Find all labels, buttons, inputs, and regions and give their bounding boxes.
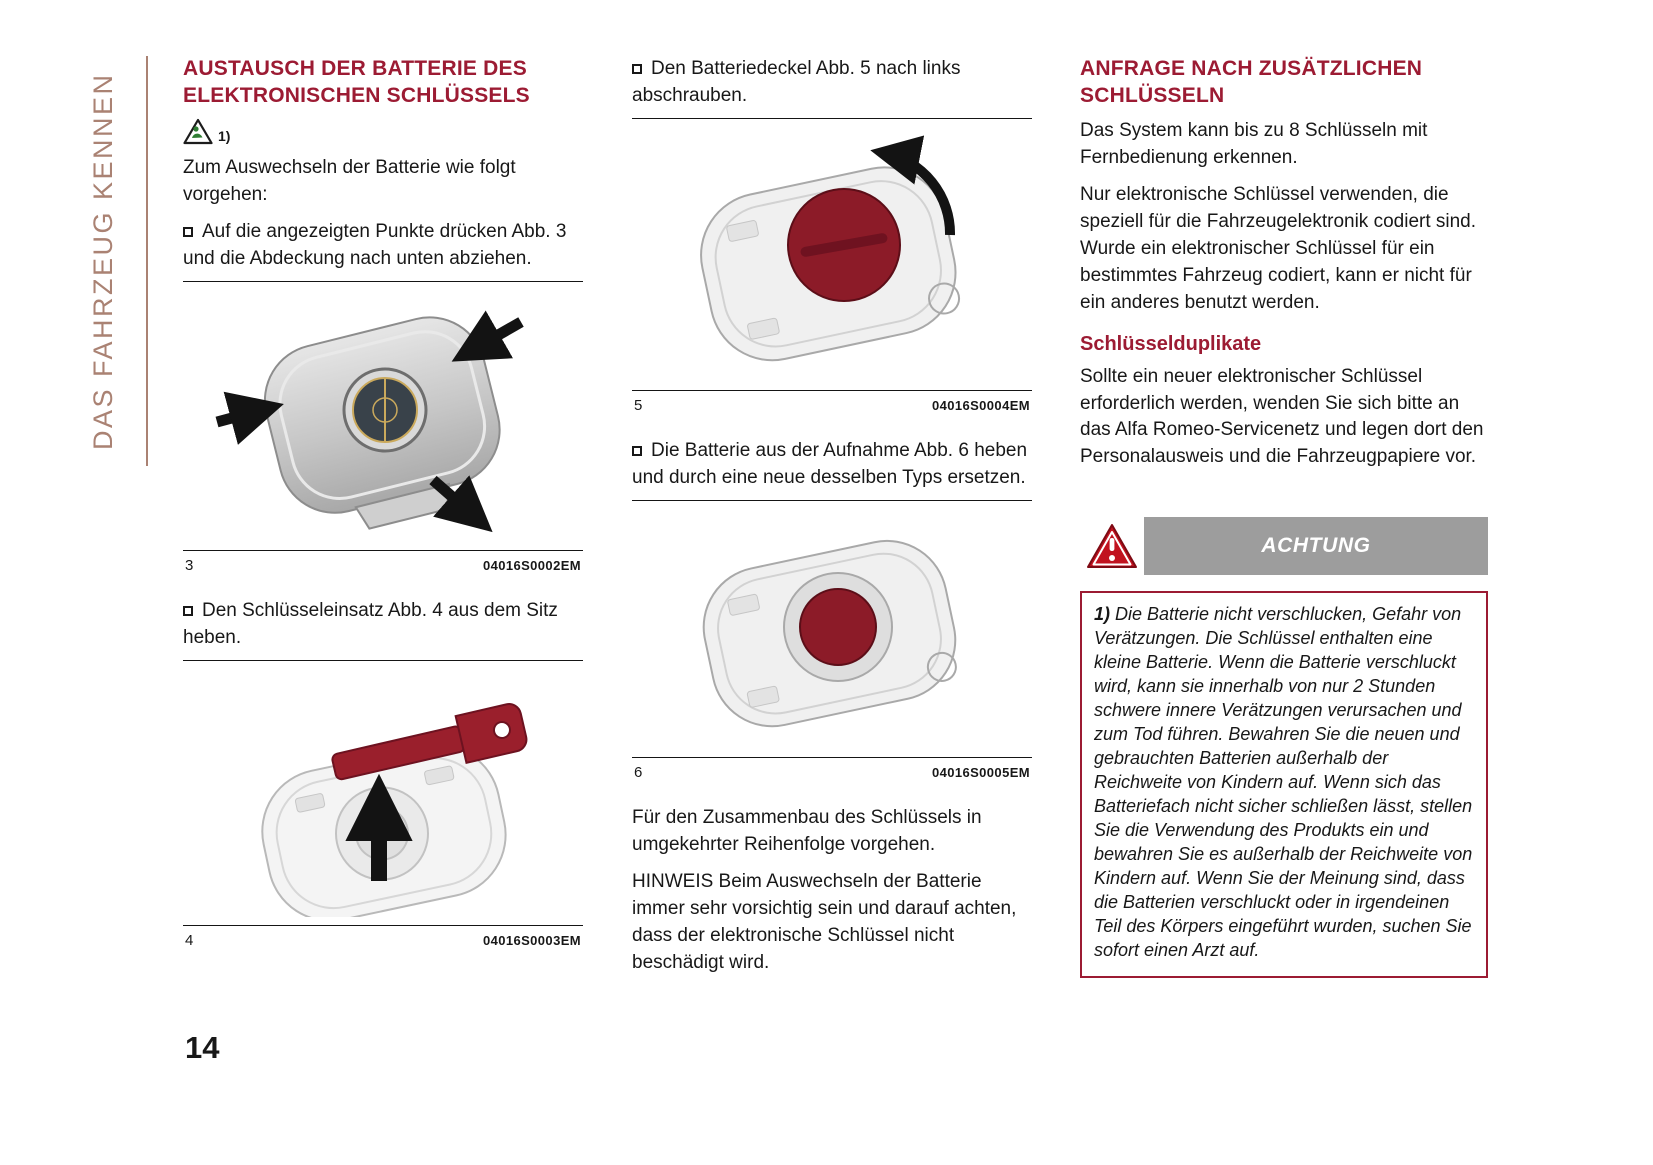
figure-number: 6 (634, 763, 643, 781)
square-bullet-icon (183, 606, 193, 616)
note-row (183, 118, 583, 145)
intro-paragraph: Zum Auswechseln der Batterie wie folgt vorgehen: (183, 156, 516, 205)
figure-code: 04016S0004EM (931, 397, 1030, 413)
warning-title: ACHTUNG (1261, 534, 1371, 558)
key-front-illustration (183, 290, 583, 542)
section-heading-battery-replacement: AUSTAUSCH DER BATTERIE DES ELEKTRONISCHEN SCHLÜSSELS (183, 57, 530, 107)
paragraph: Nur elektronische Schlüssel verwenden, die speziell für die Fahrzeugelektronik codiert sind. Wurde ein elektronischer Schlüssel für ein bestimmtes Fahrzeug codiert, kann er nicht für ein anderes benutzt werden. (1080, 183, 1477, 313)
figure-code: 04016S0003EM (482, 932, 581, 948)
warning-header (1080, 517, 1488, 575)
column-middle (632, 56, 1032, 987)
figure-4-canvas (183, 660, 583, 926)
step-item (632, 56, 1032, 110)
key-insert-removal-illustration (183, 669, 583, 917)
figure-5-canvas (632, 118, 1032, 391)
square-bullet-icon (632, 446, 642, 456)
step-item (632, 438, 1032, 492)
step-text: Auf die angezeigten Punkte drücken Abb. 3 und die Abdeckung nach unten abziehen. (183, 220, 567, 269)
figure-3-caption (183, 551, 583, 574)
figure-6-canvas (632, 500, 1032, 758)
subheading-key-duplicates: Schlüsselduplikate (1080, 332, 1262, 355)
figure-number: 3 (185, 556, 194, 574)
figure-3 (183, 281, 583, 574)
paragraph: Sollte ein neuer elektronischer Schlüssel erforderlich werden, wenden Sie sich bitte an das Alfa Romeo-Servicenetz und legen dort den Personalausweis und die Fahrzeugpapiere vor. (1080, 365, 1484, 468)
figure-number: 5 (634, 396, 643, 414)
figure-4-caption (183, 926, 583, 949)
figure-code: 04016S0002EM (482, 557, 581, 573)
figure-number: 4 (185, 931, 194, 949)
figure-6 (632, 500, 1032, 781)
hint-paragraph: HINWEIS Beim Auswechseln der Batterie immer sehr vorsichtig sein und darauf achten, dass der elektronische Schlüssel nicht beschädigt wird. (632, 870, 1017, 973)
paragraph: Das System kann bis zu 8 Schlüsseln mit Fernbedienung erkennen. (1080, 119, 1428, 168)
warning-note-box (1080, 591, 1488, 978)
sidebar-rule (146, 56, 148, 466)
warning-title-bar (1144, 517, 1488, 575)
column-right (1080, 56, 1488, 978)
figure-5-caption (632, 391, 1032, 414)
page-number: 14 (185, 1030, 220, 1065)
warning-note-text: Die Batterie nicht verschlucken, Gefahr von Verätzungen. Die Schlüssel enthalten eine kleine Batterie. Wenn die Batterie verschluckt wird, kann sie innerhalb von nur 2 Stunden schwere innere Verätzungen verursachen und zum Tod führen. Bewahren Sie die neuen und gebrauchten Batterien außerhalb der Reichweite von Kindern auf. Wenn sich das Batteriefach nicht sicher schließen lässt, stellen Sie die Verwendung des Produkts ein und bewahren Sie es außerhalb der Reichweite von Kindern auf. Wenn Sie der Meinung sind, dass die Batterien verschluckt oder in irgendeinen Teil des Körpers eingeführt wurden, suchen Sie sofort einen Arzt auf. (1094, 604, 1473, 960)
step-item (183, 219, 583, 273)
note-reference: 1) (218, 127, 231, 144)
step-item (183, 598, 583, 652)
section-heading-additional-keys: ANFRAGE NACH ZUSÄTZLICHEN SCHLÜSSELN (1080, 57, 1423, 107)
chapter-sidebar-label: DAS FAHRZEUG KENNEN (88, 72, 118, 450)
square-bullet-icon (632, 64, 642, 74)
column-left (183, 56, 583, 973)
figure-6-caption (632, 758, 1032, 781)
figure-3-canvas (183, 281, 583, 551)
reassembly-paragraph: Für den Zusammenbau des Schlüssels in umgekehrter Reihenfolge vorgehen. (632, 806, 982, 855)
step-text: Den Schlüsseleinsatz Abb. 4 aus dem Sitz heben. (183, 599, 558, 648)
ingestion-warning-icon (183, 118, 213, 145)
battery-cover-unscrew-illustration (632, 127, 1032, 382)
square-bullet-icon (183, 227, 193, 237)
warning-triangle-icon (1086, 523, 1138, 569)
warning-icon-box (1080, 517, 1144, 575)
figure-code: 04016S0005EM (931, 764, 1030, 780)
warning-note-reference: 1) (1094, 604, 1111, 625)
battery-seat-illustration (632, 509, 1032, 749)
step-text: Die Batterie aus der Aufnahme Abb. 6 heben und durch eine neue desselben Typs ersetzen. (632, 439, 1028, 488)
figure-5 (632, 118, 1032, 414)
figure-4 (183, 660, 583, 949)
step-text: Den Batteriedeckel Abb. 5 nach links abschrauben. (632, 58, 961, 106)
